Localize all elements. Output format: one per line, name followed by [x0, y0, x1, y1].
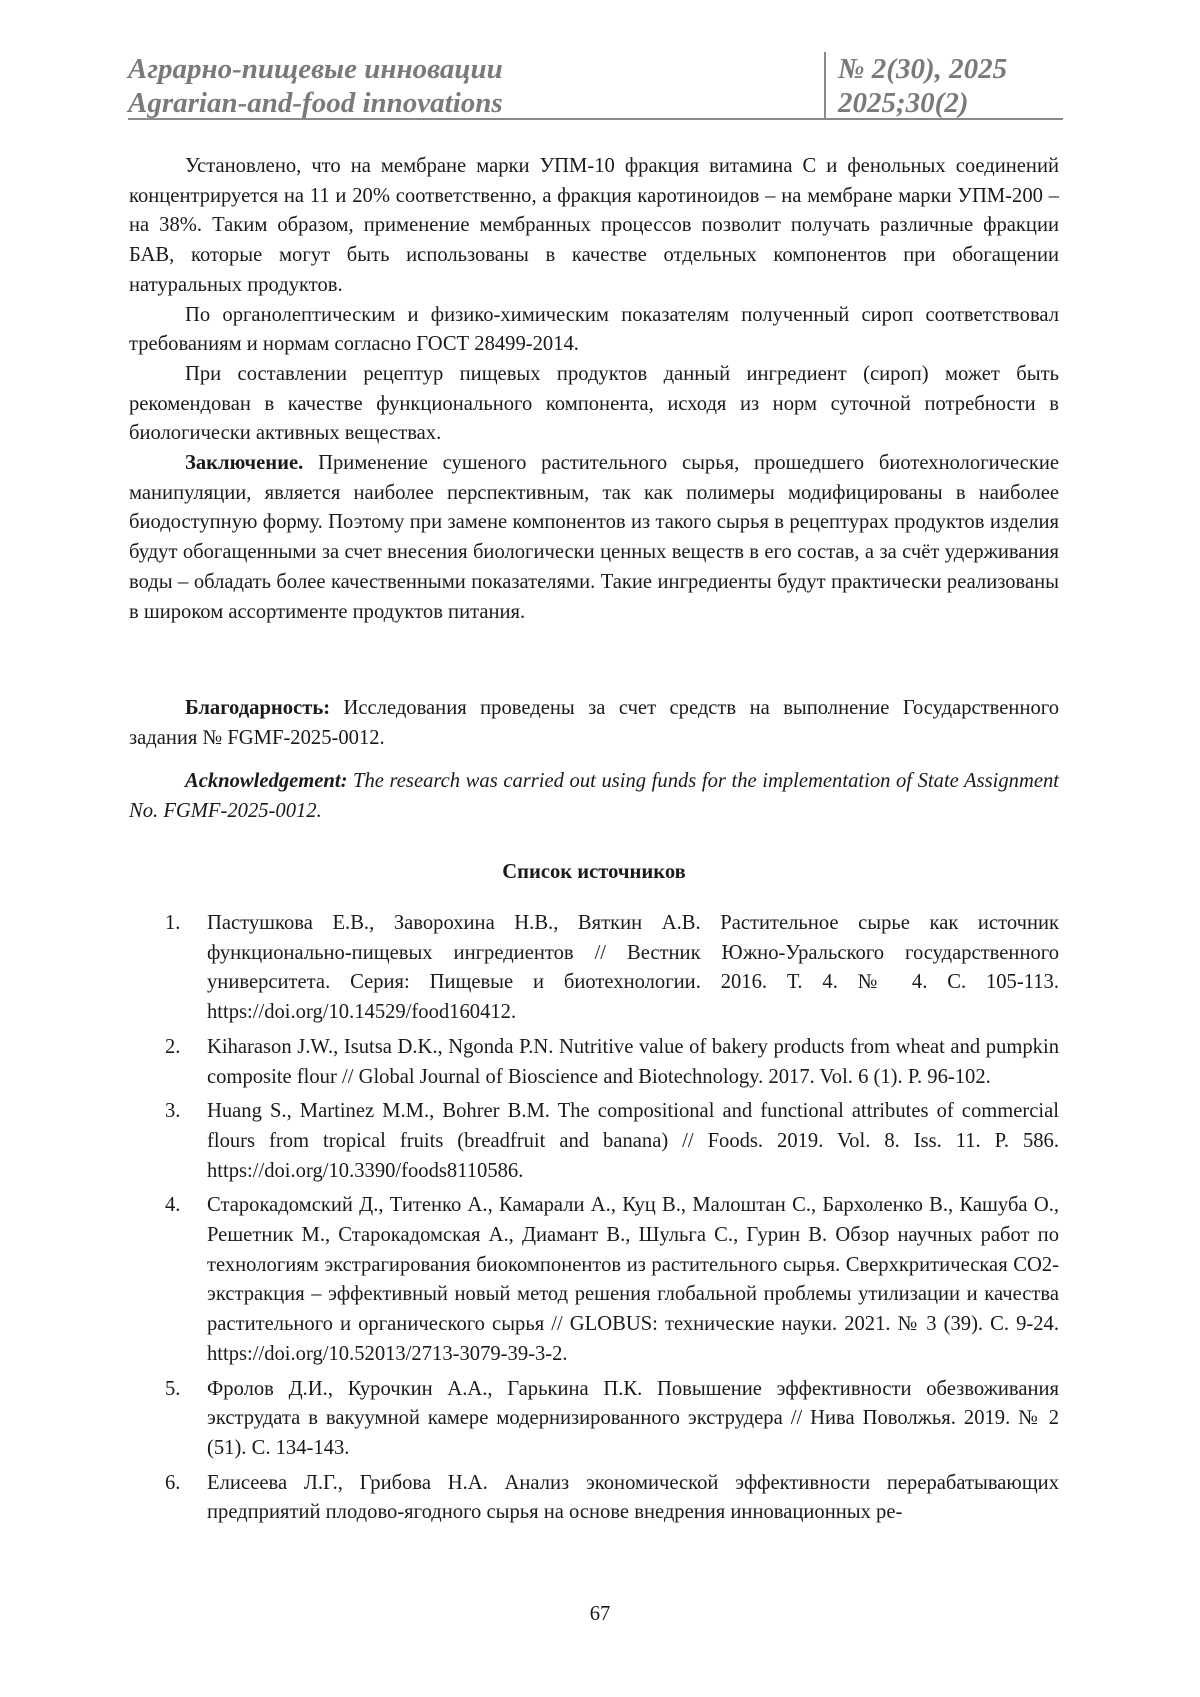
- paragraph-recipes: При составлении рецептур пищевых продуктов данный ингредиент (сироп) может быть рекомендован в качестве функционального компонента, исходя из норм суточной потребности в биологически активных веществах.: [129, 362, 1059, 445]
- main-text: [129, 152, 1059, 627]
- reference-text: Пастушкова Е.В., Заворохина Н.В., Вяткин А.В. Растительное сырье как источник функционально-пищевых ингредиентов // Вестник Южно-Уральского государственного университета. Серия: Пищевые и биотехнологии. 2016. Т. 4. № 4. С. 105-113. https://doi.org/10.14529/food160412.: [207, 912, 1059, 1024]
- reference-item: [129, 1469, 1059, 1528]
- reference-item: [129, 1033, 1059, 1092]
- reference-item: [129, 909, 1059, 1028]
- acknowledgement-en-text: The research was carried out using funds for the implementation of State Assignment No. FGMF-2025-0012.: [129, 770, 1059, 822]
- reference-number: 3.: [165, 1100, 181, 1123]
- acknowledgement-ru-label: Благодарность:: [185, 697, 331, 719]
- acknowledgement-en: [129, 767, 1059, 826]
- paragraph-syrup: По органолептическим и физико-химическим показателям полученный сироп соответствовал требованиям и нормам согласно ГОСТ 28499-2014.: [129, 303, 1059, 356]
- reference-number: 6.: [165, 1471, 181, 1494]
- reference-item: [129, 1375, 1059, 1464]
- acknowledgement-en-label: Acknowledgement:: [185, 770, 348, 792]
- issue-number: № 2(30), 2025: [838, 53, 1008, 85]
- paragraph-conclusion: [129, 449, 1059, 627]
- issue-block: [824, 52, 1007, 118]
- page-number: 67: [589, 1603, 611, 1625]
- reference-text: Старокадомский Д., Титенко А., Камарали А., Куц В., Малоштан С., Бархоленко В., Кашуба О., Решетник М., Старокадомская А., Диамант В., Шульга С., Гурин В. Обзор научных работ по технологиям экстрагирования биокомпонентов из растительного сырья. Сверхкритическая СО2-экстракция – эффективный новый метод решения глобальной проблемы утилизации и качества растительного и органического сырья // GLOBUS: технические науки. 2021. № 3 (39). С. 9-24. https://doi.org/10.52013/2713-3079-39-3-2.: [207, 1194, 1059, 1365]
- issue-code: 2025;30(2): [838, 87, 969, 119]
- conclusion-text: Применение сушеного растительного сырья, прошедшего биотехнологические манипуляции, является наиболее перспективным, так как полимеры модифицированы в наиболее биодоступную форму. Поэтому при замене компонентов из такого сырья в рецептурах продуктов изделия будут обогащенными за счет внесения биологически ценных веществ в его состав, а за счёт удерживания воды – обладать более качественными показателями. Такие ингредиенты будут практически реализованы в широком ассортименте продуктов питания.: [129, 452, 1059, 623]
- references-title: Список источников: [502, 861, 686, 883]
- journal-title-block: [128, 52, 503, 120]
- acknowledgement-ru-text: Исследования проведены за счет средств на выполнение Государственного задания № FGMF-2025-0012.: [129, 697, 1059, 749]
- reference-item: [129, 1097, 1059, 1186]
- reference-number: 1.: [165, 912, 181, 934]
- reference-text: Kiharason J.W., Isutsa D.K., Ngonda P.N. Nutritive value of bakery products from wheat and pumpkin composite flour // Global Journal of Bioscience and Biotechnology. 2017. Vol. 6 (1). P. 96-102.: [207, 1035, 1059, 1088]
- references-list: [129, 909, 1059, 1533]
- conclusion-label: Заключение.: [185, 452, 304, 475]
- reference-number: 5.: [165, 1377, 181, 1400]
- reference-text: Елисеева Л.Г., Грибова Н.А. Анализ экономической эффективности перерабатывающих предприятий плодово-ягодного сырья на основе внедрения инновационных ре-: [207, 1471, 1059, 1524]
- reference-text: Фролов Д.И., Курочкин А.А., Гарькина П.К. Повышение эффективности обезвоживания экструдата в вакуумной камере модернизированного экструдера // Нива Поволжья. 2019. № 2 (51). С. 134-143.: [207, 1377, 1059, 1459]
- running-header: [128, 46, 1063, 120]
- reference-number: 4.: [165, 1194, 181, 1217]
- reference-number: 2.: [165, 1035, 181, 1058]
- paragraph-membrane: Установлено, что на мембране марки УПМ-10 фракция витамина С и фенольных соединений концентрируется на 11 и 20% соответственно, а фракция каротиноидов – на мембране марки УПМ-200 – на 38%. Таким образом, применение мембранных процессов позволит получать различные фракции БАВ, которые могут быть использованы в качестве отдельных компонентов при обогащении натуральных продуктов.: [129, 155, 1059, 296]
- journal-title-ru: Аграрно-пищевые инновации: [128, 53, 503, 85]
- reference-text: Huang S., Martinez M.M., Bohrer B.M. The compositional and functional attributes of commercial flours from tropical fruits (breadfruit and banana) // Foods. 2019. Vol. 8. Iss. 11. P. 586. https://doi.org/10.3390/foods8110586.: [207, 1100, 1059, 1182]
- reference-item: [129, 1191, 1059, 1369]
- journal-title-en: Agrarian-and-food innovations: [128, 87, 503, 119]
- acknowledgement-ru: [129, 694, 1059, 753]
